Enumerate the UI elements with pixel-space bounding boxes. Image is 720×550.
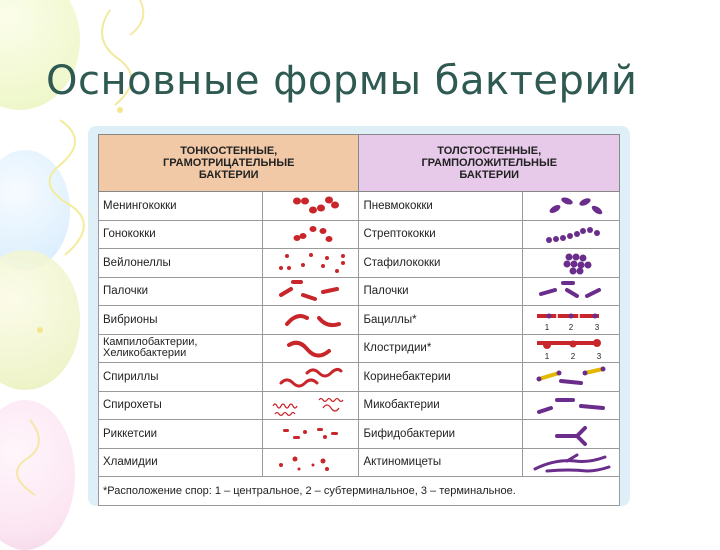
bacteria-name: Микобактерии (359, 391, 523, 420)
table-row (99, 249, 620, 278)
page-title: Основные формы бактерий (46, 58, 638, 104)
footnote: *Расположение спор: 1 – центральное, 2 – субтерминальное, 3 – терминальное. (99, 477, 620, 506)
bacteria-name: Хламидии (99, 448, 263, 477)
table-row (99, 334, 620, 363)
bacteria-name: Стафилококки (359, 249, 523, 278)
gram-negative-header (99, 135, 359, 192)
table-row (99, 192, 620, 221)
pneumococci-illustration (523, 192, 620, 221)
gram-positive-header (359, 135, 620, 192)
bacteria-name: Гонококки (99, 220, 263, 249)
bacteria-name: Вибрионы (99, 306, 263, 335)
bacteria-name: Бифидобактерии (359, 420, 523, 449)
header-text: ТОЛСТОСТЕННЫЕ, ГРАМПОЛОЖИТЕЛЬНЫЕ БАКТЕРИИ (421, 145, 558, 181)
gram-positive-rods-illustration (523, 277, 620, 306)
bacteria-name: Палочки (99, 277, 263, 306)
bacteria-name: Палочки (359, 277, 523, 306)
bacteria-name: Риккетсии (99, 420, 263, 449)
bacteria-name: Актиномицеты (359, 448, 523, 477)
actinomycetes-illustration (523, 448, 620, 477)
campylobacter-illustration (262, 334, 359, 363)
spore-label: 3 (594, 323, 600, 333)
spirochetes-illustration (262, 391, 359, 420)
streptococci-illustration (523, 220, 620, 249)
spore-label: 2 (568, 323, 574, 333)
spore-label: 1 (544, 351, 550, 361)
bacteria-name: Коринебактерии (359, 363, 523, 392)
table-row (99, 391, 620, 420)
table-row (99, 277, 620, 306)
bacilli-spore-illustration (523, 306, 620, 335)
footnote-row (99, 477, 620, 506)
header-text: ТОНКОСТЕННЫЕ, ГРАМОТРИЦАТЕЛЬНЫЕ БАКТЕРИИ (163, 145, 295, 181)
vibrio-illustration (262, 306, 359, 335)
spore-label: 1 (544, 323, 550, 333)
veillonella-illustration (262, 249, 359, 278)
bacteria-name: Бациллы* (359, 306, 523, 335)
gram-negative-rods-illustration (262, 277, 359, 306)
bacteria-name: Кампилобактерии, Хеликобактерии (99, 334, 263, 363)
chlamydia-illustration (262, 448, 359, 477)
bacteria-name: Менингококки (99, 192, 263, 221)
spirilla-illustration (262, 363, 359, 392)
bacteria-name: Спириллы (99, 363, 263, 392)
rickettsia-illustration (262, 420, 359, 449)
table-row (99, 448, 620, 477)
clostridia-spore-illustration (523, 334, 620, 363)
gonococci-illustration (262, 220, 359, 249)
bacteria-name: Клостридии* (359, 334, 523, 363)
bifidobacteria-illustration (523, 420, 620, 449)
staphylococci-illustration (523, 249, 620, 278)
bacteria-name: Стрептококки (359, 220, 523, 249)
spore-label: 2 (570, 351, 576, 361)
mycobacteria-illustration (523, 391, 620, 420)
bacteria-name: Пневмококки (359, 192, 523, 221)
spore-label: 3 (596, 351, 602, 361)
table-row (99, 306, 620, 335)
table-header-row (99, 135, 620, 192)
table-row (99, 363, 620, 392)
corynebacteria-illustration (523, 363, 620, 392)
meningococci-illustration (262, 192, 359, 221)
bacteria-forms-table (98, 134, 620, 506)
table-row (99, 420, 620, 449)
bacteria-name: Вейлонеллы (99, 249, 263, 278)
bacteria-name: Спирохеты (99, 391, 263, 420)
table-row (99, 220, 620, 249)
